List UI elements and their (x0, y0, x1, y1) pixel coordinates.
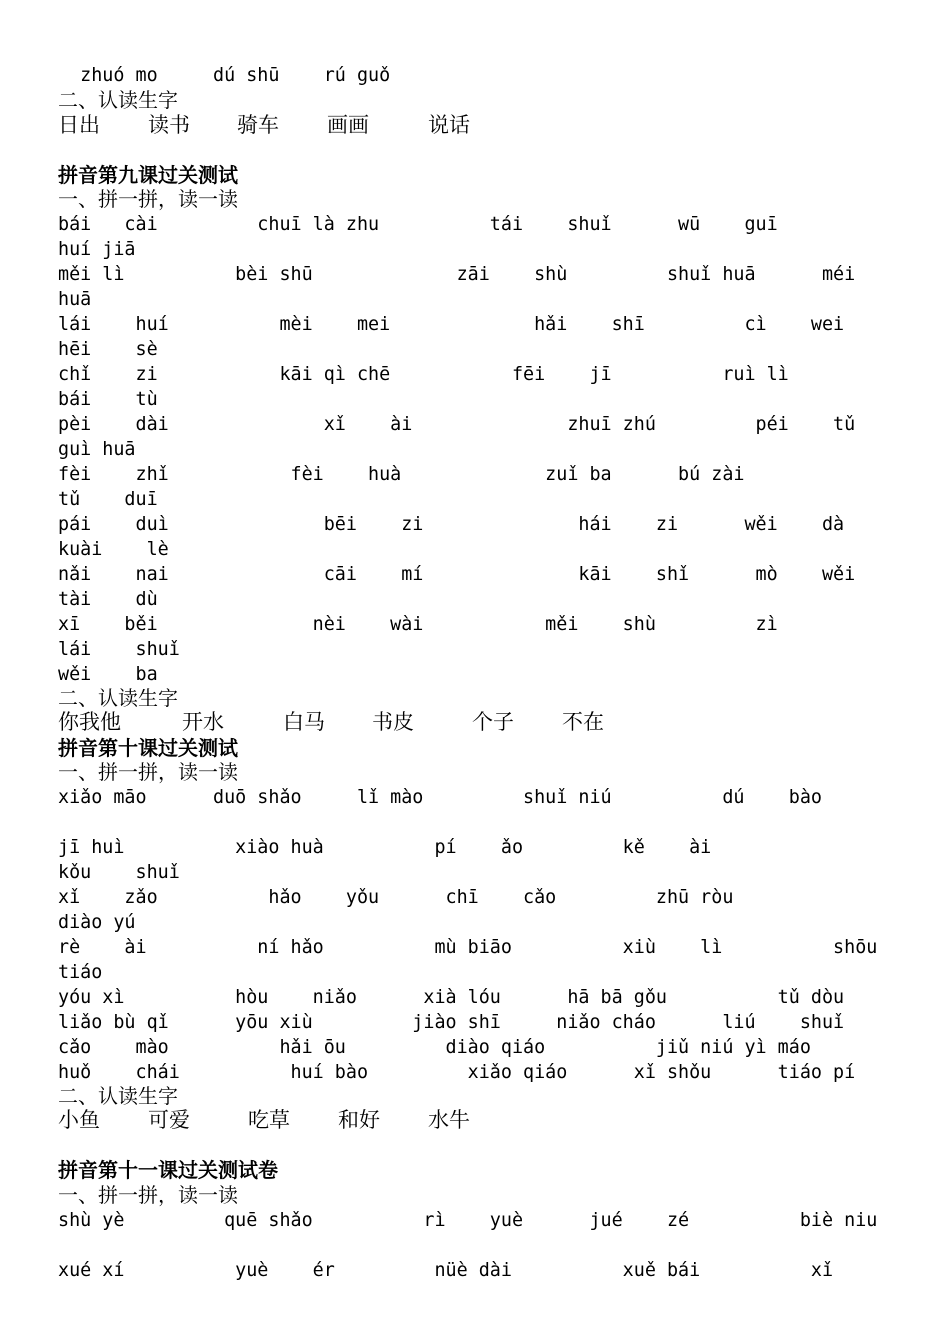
vocab-word: 说话 (428, 113, 470, 137)
vocab-word: 水牛 (428, 1108, 470, 1132)
pinyin-line: huǒ chái huí bào xiǎo qiáo xǐ shǒu tiáo pí (58, 1062, 856, 1083)
pinyin-line: liǎo bù qǐ yōu xiù jiào shī niǎo cháo liú shuǐ (58, 1012, 845, 1033)
pinyin-line: hēi sè (58, 339, 158, 360)
section-heading: 一、拼一拼，读一读 (58, 760, 238, 784)
pinyin-line: tài dù (58, 589, 158, 610)
vocab-word: 小鱼 (58, 1108, 100, 1132)
pinyin-line: xǐ zǎo hǎo yǒu chī cǎo zhū ròu (58, 887, 734, 908)
pinyin-line: zhuó mo dú shū rú guǒ (58, 65, 391, 86)
lesson-title: 拼音第十一课过关测试卷 (58, 1158, 278, 1182)
vocab-word: 读书 (148, 113, 190, 137)
section-heading: 二、认读生字 (58, 88, 178, 112)
pinyin-line: yóu xì hòu niǎo xià lóu hā bā gǒu tǔ dòu (58, 987, 845, 1008)
pinyin-line: bái tù (58, 389, 158, 410)
vocab-word: 开水 (182, 710, 224, 734)
pinyin-line: bái cài chuī là zhu tái shuǐ wū guī (58, 214, 778, 235)
lesson-title: 拼音第十课过关测试 (58, 736, 238, 760)
pinyin-line: kǒu shuǐ (58, 862, 180, 883)
vocab-word: 日出 (58, 113, 100, 137)
vocab-word: 吃草 (248, 1108, 290, 1132)
section-heading: 二、认读生字 (58, 1084, 178, 1108)
pinyin-line: xī běi nèi wài měi shù zì (58, 614, 778, 635)
pinyin-line: xué xí yuè ér nüè dài xuě bái xǐ (58, 1260, 834, 1281)
pinyin-line: lái huí mèi mei hǎi shī cì wei (58, 314, 845, 335)
vocab-word: 白马 (283, 710, 325, 734)
pinyin-line: shù yè quē shǎo rì yuè jué zé biè niu (58, 1210, 878, 1231)
pinyin-line: xiǎo māo duō shǎo lǐ mào shuǐ niú dú bào (58, 787, 822, 808)
pinyin-line: nǎi nai cāi mí kāi shǐ mò wěi (58, 564, 856, 585)
vocab-word: 和好 (338, 1108, 380, 1132)
pinyin-line: jī huì xiào huà pí ǎo kě ài (58, 837, 712, 858)
pinyin-line: kuài lè (58, 539, 169, 560)
vocab-word: 骑车 (237, 113, 279, 137)
pinyin-line: tiáo (58, 962, 103, 983)
pinyin-line: rè ài ní hǎo mù biāo xiù lì shōu (58, 937, 878, 958)
pinyin-line: diào yú (58, 912, 136, 933)
pinyin-line: cǎo mào hǎi ōu diào qiáo jiǔ niú yì máo (58, 1037, 811, 1058)
vocab-word: 画画 (327, 113, 369, 137)
section-heading: 二、认读生字 (58, 686, 178, 710)
vocab-word: 你我他 (58, 710, 121, 734)
pinyin-line: chǐ zi kāi qì chē fēi jī ruì lì (58, 364, 789, 385)
vocab-word: 个子 (472, 710, 514, 734)
pinyin-line: huí jiā (58, 239, 136, 260)
section-heading: 一、拼一拼，读一读 (58, 1183, 238, 1207)
pinyin-line: měi lì bèi shū zāi shù shuǐ huā méi (58, 264, 856, 285)
pinyin-line: huā (58, 289, 92, 310)
section-heading: 一、拼一拼，读一读 (58, 187, 238, 211)
pinyin-line: pái duì bēi zi hái zi wěi dà (58, 514, 845, 535)
pinyin-line: tǔ duī (58, 489, 158, 510)
vocab-word: 不在 (562, 710, 604, 734)
vocab-word: 可爱 (148, 1108, 190, 1132)
pinyin-line: guì huā (58, 439, 136, 460)
pinyin-line: fèi zhǐ fèi huà zuǐ ba bú zài (58, 464, 745, 485)
lesson-title: 拼音第九课过关测试 (58, 163, 238, 187)
pinyin-line: wěi ba (58, 664, 158, 685)
pinyin-line: pèi dài xǐ ài zhuī zhú péi tǔ (58, 414, 856, 435)
pinyin-line: lái shuǐ (58, 639, 180, 660)
vocab-word: 书皮 (372, 710, 414, 734)
